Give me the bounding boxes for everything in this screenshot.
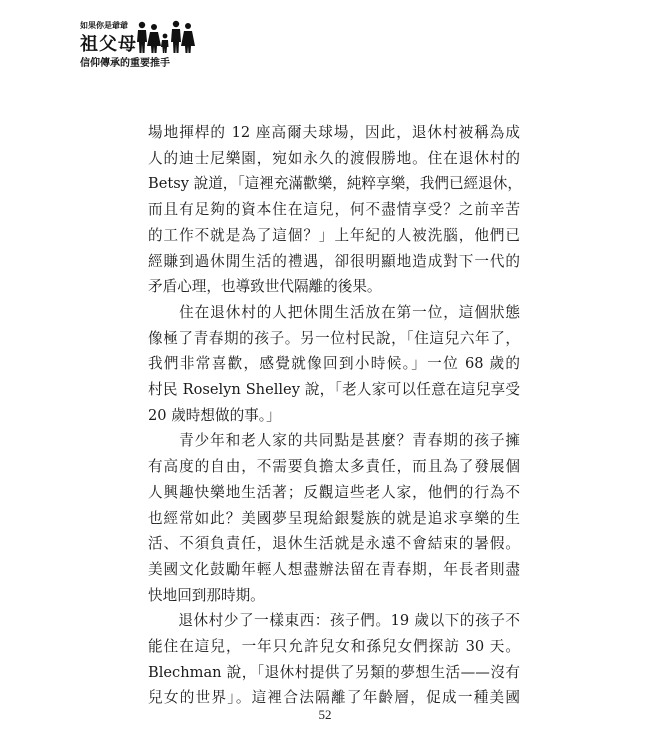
- header-title: 祖父母: [80, 34, 137, 55]
- text-line: 活、不須負責任，退休生活就是永遠不會結束的暑假。: [148, 535, 520, 553]
- text-line: 能住在這兒，一年只允許兒女和孫兒女們探訪 30 天。: [148, 638, 520, 656]
- header-subtitle: 信仰傳承的重要推手: [80, 58, 170, 69]
- text-line: 村民 Roselyn Shelley 說，「老人家可以任意在這兒享受: [148, 381, 520, 399]
- text-line: 也經常如此？美國夢呈現給銀髮族的就是追求享樂的生: [148, 509, 520, 527]
- paragraph-4: [148, 608, 520, 711]
- text-line: 矛盾心理，也導致世代隔離的後果。: [148, 278, 382, 296]
- page-number: 52: [318, 707, 332, 722]
- page-body-text: [148, 120, 520, 711]
- text-line: 快地回到那時期。: [148, 586, 265, 604]
- text-line: 退休村少了一樣東西：孩子們。19 歲以下的孩子不: [148, 612, 520, 630]
- header-small-line: 如果你是爺爺: [80, 21, 128, 30]
- text-line: 兒女的世界」。這裡合法隔離了年齡層，促成一種美國: [148, 689, 520, 707]
- text-line: 20 歲時想做的事。」: [148, 406, 281, 424]
- book-header-logo: [76, 18, 196, 69]
- paragraph-2: [148, 300, 520, 429]
- text-line: 經賺到過休閒生活的禮遇，卻很明顯地造成對下一代的: [148, 252, 520, 270]
- text-line: Betsy 說道，「這裡充滿歡樂，純粹享樂，我們已經退休，: [148, 175, 522, 193]
- text-line: 有高度的自由，不需要負擔太多責任，而且為了發展個: [148, 458, 520, 476]
- text-line: 人興趣快樂地生活著；反觀這些老人家，他們的行為不: [148, 483, 520, 501]
- paragraph-3: [148, 428, 520, 608]
- text-line: 場地揮桿的 12 座高爾夫球場，因此，退休村被稱為成: [148, 124, 520, 141]
- text-line: 我們非常喜歡，感覺就像回到小時候。」一位 68 歲的: [148, 355, 520, 373]
- family-silhouette-icon: [134, 20, 196, 54]
- text-line: 住在退休村的人把休閒生活放在第一位，這個狀態: [148, 303, 520, 321]
- text-line: 人的迪士尼樂園，宛如永久的渡假勝地。住在退休村的: [148, 149, 520, 167]
- text-line: Blechman 說，「退休村提供了另類的夢想生活——沒有: [148, 663, 520, 681]
- paragraph-1: [148, 120, 520, 300]
- text-line: 而且有足夠的資本住在這兒，何不盡情享受？之前辛苦: [148, 201, 520, 219]
- text-line: 像極了青春期的孩子。另一位村民說，「住這兒六年了，: [148, 329, 520, 347]
- text-line: 美國文化鼓勵年輕人想盡辦法留在青春期，年長者則盡: [148, 560, 520, 578]
- text-line: 的工作不就是為了這個？」上年紀的人被洗腦，他們已: [148, 226, 520, 244]
- text-line: 青少年和老人家的共同點是甚麼？青春期的孩子擁: [148, 432, 520, 450]
